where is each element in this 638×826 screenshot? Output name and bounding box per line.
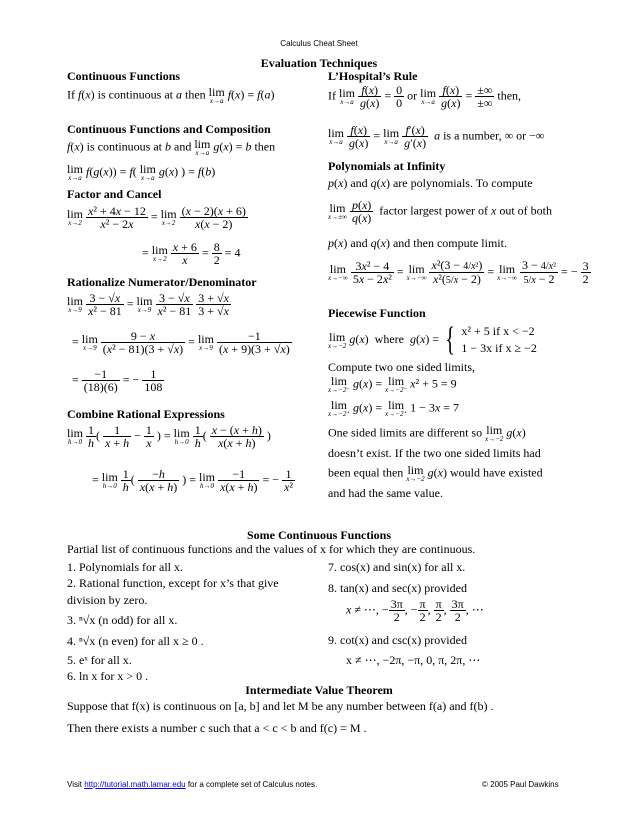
cot-csc-exclusions: x ≠ ⋯, −2π, −π, 0, π, 2π, ⋯ [346, 653, 481, 667]
combine-line2: = lim h→0 $\frac{1}{h}$ ( $\frac{-h}{x(x + h)}$ ) = lim h→0 $\frac{-1}{x(x + h)}$ = − $\frac{1}{\text{x²}}$ [92, 467, 293, 494]
piecewise-line3: lim x→−2⁻ g(x) = lim x→−2⁻ x² + 5 = 9 [328, 374, 457, 394]
rationalize-line2: = lim x→9 $\frac{9 - x}{\text{(x² − 81)(3 + √x)}}$ = lim x→9 $\frac{-1}{(x + 9)(3 + √x)}$ [72, 329, 290, 356]
piecewise-line7: been equal then lim x→−2 g(x) would have existed [328, 463, 543, 483]
copyright: © 2005 Paul Dawkins [482, 780, 559, 789]
piecewise-heading: Piecewise Function [328, 306, 426, 320]
composition-line2: lim x→a f(g(x)) = f( lim x→a g(x) ) = f(b) [67, 162, 216, 182]
list-item: 6. ln x for x > 0 . [67, 669, 149, 684]
piecewise-line2: Compute two one sided limits, [328, 360, 475, 374]
ivt-line1: Suppose that f(x) is continuous on [a, b] and let M be any number between f(a) and f(b) . [67, 699, 494, 713]
list-item: 3. ⁿ√x (n odd) for all x. [67, 613, 178, 628]
section-title: Evaluation Techniques [260, 56, 378, 70]
ivt-line2: Then there exists a number c such that a < c < b and f(c) = M . [67, 721, 367, 735]
list-item: 2. Rational function, except for x’s that give [67, 576, 279, 591]
document-header: Calculus Cheat Sheet [280, 39, 358, 48]
composition-line1: f(x) is continuous at b and lim x→a g(x) = b then [67, 137, 276, 157]
some-continuous-intro: Partial list of continuous functions and the values of x for which they are continuous. [67, 542, 476, 556]
continuous-list-item-8: 8. tan(x) and sec(x) provided [328, 581, 467, 595]
factor-cancel-heading: Factor and Cancel [67, 187, 162, 201]
list-item: 5. eˣ for all x. [67, 653, 132, 668]
footer-note: Visit http://tutorial.math.lamar.edu for a complete set of Calculus notes. [67, 780, 318, 789]
piecewise-line1: lim x→−2 g(x) where g(x) = { x² + 5 if x < −2 1 − 3x if x ≥ −2 [328, 321, 537, 358]
some-continuous-heading: Some Continuous Functions [246, 528, 392, 542]
rationalize-line1: lim x→9 $\frac{3 - √x}{\text{x² − 81}}$ = lim x→9 $\frac{3 - √x}{\text{x² − 81}}$ $\frac{3 + √x}{3 + √x}$ [67, 291, 229, 318]
combine-heading: Combine Rational Expressions [67, 407, 225, 421]
factor-cancel-line1: lim x→2 $\frac{\text{x² + 4x − 12}}{\text{x² − 2x}}$ = lim x→2 $\frac{(x - 2)(x + 6)}{x(x - 2)}$ [67, 204, 246, 231]
piecewise-line5: One sided limits are different so lim x→−2 g(x) [328, 423, 526, 443]
composition-heading: Continuous Functions and Composition [67, 122, 271, 136]
poly-infinity-line1: p(x) and q(x) are polynomials. To compute [328, 176, 533, 190]
continuous-list-item-9: 9. cot(x) and csc(x) provided [328, 633, 467, 647]
continuous-functions-text: If f(x) is continuous at a then lim x→a f(x) = f(a) [67, 85, 275, 105]
piecewise-line6: doesn’t exist. If the two one sided limits had [328, 446, 541, 460]
continuous-list-left [67, 559, 279, 685]
tan-sec-exclusions: x ≠ ⋯, − $\frac{3\pi}{2}$ , − $\frac{\pi}{2}$ , $\frac{\pi}{2}$ , $\frac{3\pi}{2}$ , ⋯ [346, 597, 484, 624]
poly-infinity-line2: lim x→±∞ $\frac{p(x)}{q(x)}$ factor largest power of x out of both [328, 198, 553, 225]
lhospital-line1: If lim x→a $\frac{f(x)}{g(x)}$ = $\frac{0}{0}$ or lim x→a $\frac{f(x)}{g(x)}$ = $\frac{\pm\infty}{\pm\infty}$ then, [328, 83, 522, 110]
factor-cancel-line2: = lim x→2 $\frac{x + 6}{x}$ = $\frac{8}{2}$ = 4 [142, 240, 241, 267]
list-item: 4. ⁿ√x (n even) for all x ≥ 0 . [67, 633, 204, 648]
list-item: division by zero. [67, 592, 148, 607]
poly-infinity-line4: lim x→−∞ $\frac{\text{3x² − 4}}{\text{5x − 2x²}}$ = lim x→−∞ $\frac{\text{x²(3 − 4/x²)}}{\text{x²(5/x − 2)}}$ = lim x→−∞ $\frac{\text{3 − 4/x²}}{5/x - 2}$ = − $\frac{3}{2}$ [328, 258, 589, 286]
rationalize-heading: Rationalize Numerator/Denominator [67, 275, 257, 289]
poly-infinity-line3: p(x) and q(x) and then compute limit. [328, 236, 507, 250]
lhospital-line2: lim x→a $\frac{f(x)}{g(x)}$ = lim x→a $\frac{f'(x)}{g'(x)}$ a is a number, ∞ or −∞ [328, 123, 545, 150]
poly-infinity-heading: Polynomials at Infinity [328, 159, 446, 173]
tutorial-link[interactable]: http://tutorial.math.lamar.edu [84, 780, 186, 789]
continuous-list-item-7: 7. cos(x) and sin(x) for all x. [328, 560, 466, 574]
combine-line1: lim h→0 $\frac{1}{h}$ ( $\frac{1}{x + h}$ − $\frac{1}{x}$ ) = lim h→0 $\frac{1}{h}$ ( $\frac{x - (x + h)}{x(x + h)}$ ) [67, 423, 271, 450]
piecewise-line4: lim x→−2⁺ g(x) = lim x→−2⁺ 1 − 3x = 7 [328, 398, 460, 418]
lhospital-heading: L’Hospital’s Rule [328, 69, 418, 83]
ivt-heading: Intermediate Value Theorem [245, 683, 393, 697]
continuous-functions-heading: Continuous Functions [67, 69, 181, 83]
piecewise-line8: and had the same value. [328, 486, 443, 500]
list-item: 1. Polynomials for all x. [67, 560, 183, 574]
rationalize-line3: = $\frac{-1}{(18)(6)}$ = − $\frac{1}{108}$ [72, 367, 163, 394]
